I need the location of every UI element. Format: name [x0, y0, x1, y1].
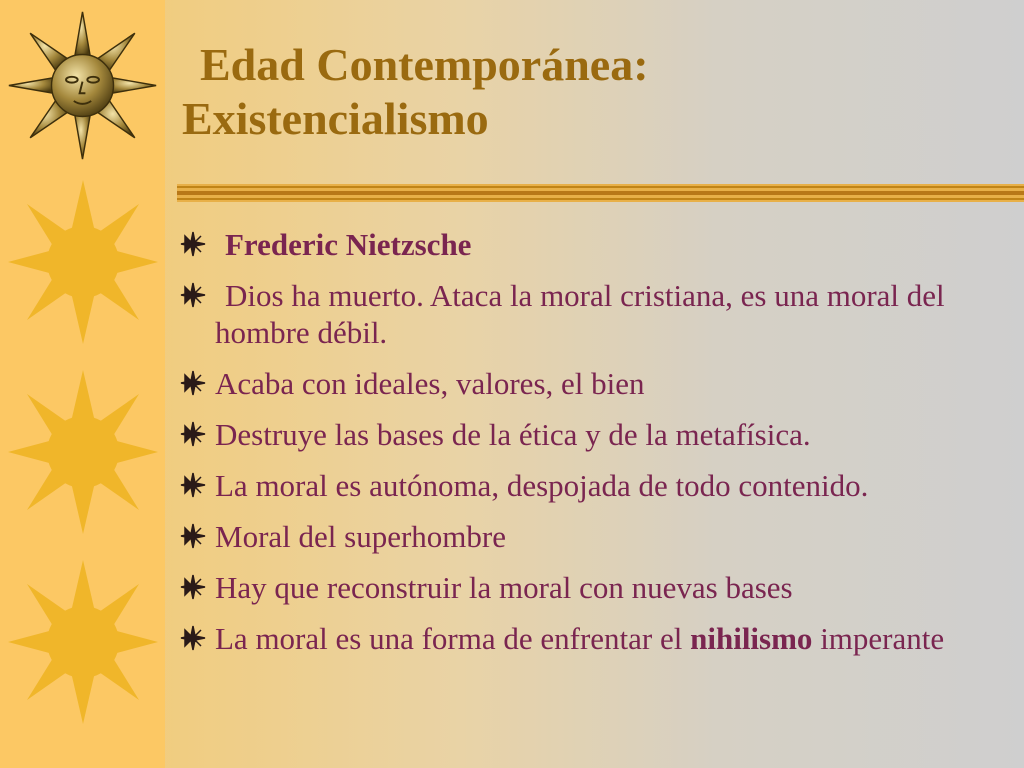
list-item	[180, 416, 1010, 453]
list-item-text-part: La moral es una forma de enfrentar el	[215, 621, 691, 656]
emphasis-nihilismo: nihilismo	[690, 621, 813, 656]
slide-title	[182, 38, 1002, 146]
star-bullet-icon	[180, 231, 206, 257]
list-item-text	[215, 621, 944, 656]
sun-icon	[8, 180, 158, 345]
star-bullet-icon	[180, 421, 206, 447]
sun-icon	[8, 560, 158, 725]
star-bullet-icon	[180, 574, 206, 600]
sun-face-icon	[5, 8, 160, 163]
list-item	[180, 620, 1010, 657]
sun-icon	[8, 370, 158, 535]
list-item	[180, 569, 1010, 606]
title-divider	[177, 182, 1024, 204]
title-line-1: Edad Contemporánea:	[200, 39, 649, 90]
list-item	[180, 365, 1010, 402]
list-item-text: Frederic Nietzsche	[225, 227, 472, 262]
list-item	[180, 518, 1010, 555]
list-item	[180, 467, 1010, 504]
list-item-text: Dios ha muerto. Ataca la moral cristiana, es una moral del hombre débil.	[215, 278, 945, 350]
title-line-2: Existencialismo	[182, 93, 489, 144]
list-item-text: Moral del superhombre	[215, 519, 506, 554]
list-item	[180, 226, 1010, 263]
list-item-text: Acaba con ideales, valores, el bien	[215, 366, 645, 401]
bullet-list	[180, 226, 1010, 671]
list-item-text: La moral es autónoma, despojada de todo contenido.	[215, 468, 869, 503]
star-bullet-icon	[180, 282, 206, 308]
list-item-text-part: imperante	[812, 621, 945, 656]
list-item-text: Hay que reconstruir la moral con nuevas bases	[215, 570, 793, 605]
decorative-sidebar	[0, 0, 165, 768]
list-item	[180, 277, 1010, 351]
star-bullet-icon	[180, 472, 206, 498]
star-bullet-icon	[180, 370, 206, 396]
list-item-text: Destruye las bases de la ética y de la metafísica.	[215, 417, 811, 452]
star-bullet-icon	[180, 523, 206, 549]
star-bullet-icon	[180, 625, 206, 651]
